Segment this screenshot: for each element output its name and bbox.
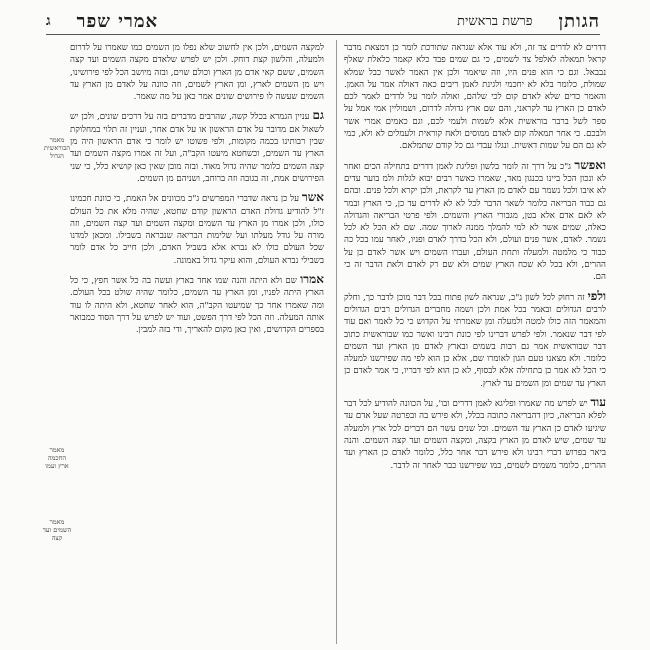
column-divider: [336, 40, 337, 644]
header-right-group: [457, 11, 600, 32]
left-column: [70, 42, 324, 644]
paragraph-text: זה רחוק לכל לשון ג"כ, שנראה לשון פתוח בכל דבר מוכן לדבר כך, וחלק לרבים הגדולים ובאמר בכל אמת ולכן ושמה מחברים הגדולים רבים הגדולים והמאמר הזה כולו למטה ולמעלה ומן שאמרתי על הקדוש כי כל לאמר ואם עוד לפי דבר שנאמר. ולפי לפרש דברינו לפי כונת רבינו ואשר כמו שבוראשית כתוב דבר שבוראשית אמר גם רבות בשמים ובארץ לאדם מן הארץ ועד השמים כלומר. ולא מצאנו טעם הגון לאומרו שם, אלא כן הוא לפי מה שפירשנו למעלה כי הכל לא אמר כן בתחילה אלא לבסוף, לא כן הוא לפי דבריו, כי אמר לאדם כן הארץ עד שמים ומן השמים עד לארץ.: [344, 292, 606, 389]
lead-word: אשר: [301, 190, 324, 205]
lead-word: ולפי: [587, 288, 606, 303]
paragraph: [70, 42, 324, 103]
page-header: [46, 8, 600, 35]
lead-word: ואפשר: [574, 157, 606, 172]
margin-note: מאמר השמים ועד קצה: [42, 518, 72, 542]
paragraph: [70, 109, 324, 185]
paragraph: [70, 273, 324, 336]
lead-word: אמרו: [300, 272, 324, 287]
right-column: [344, 42, 606, 644]
margin-note: מאמר הבוראשית הגדול: [44, 136, 70, 160]
section-name: פרשת בראשית: [457, 14, 533, 29]
paragraph-text: על כן נראה שדברי המפרשים ג"כ מכוונים אל האמת, כי כוונת חכמינו ז"ל להודיע גדולת האדם הראשון קודם שחטא, שהיה מלא את כל העולם כולו, ולכן אמרו מן הארץ עד השמים ומקצה השמים ועד קצה השמים, וזה מורה על גודל מעלתו ועל שלימות הבריאה שנבראה בשבילו. ומכאן למדנו שכל העולם כולו לא נברא אלא בשביל האדם, ולכן חייב כל אדם לומר בשבילי נברא העולם, והוא עיקר גדול באמונה.: [70, 194, 324, 266]
paragraph-text: למקצה השמים, ולכן אין לחשוב שלא נפלו מן השמים כמו שאמרו על לדרום ולמעלה, והלשון קצת דוחק. ולכן יש לפרש שלאדם מקצה השמים ועד קצה השמים, ששם קאי אדם מן הארץ וכולם שוים, ובזה מיושב הכל לפי פירושינו, ויש מן השמים לארץ, ומן הארץ לשמים, וזה כוונה על לאדם מן הארץ עד השמים שעשה לו פירושים שונים אמר כאן על מה שאמר.: [70, 43, 324, 103]
lead-word: עוד: [590, 395, 606, 410]
lead-word: גם: [312, 108, 324, 123]
page-number: ג: [46, 12, 51, 29]
header-left-group: [46, 11, 158, 32]
work-title: אמרי שפר: [76, 10, 159, 32]
paragraph-text: ג"כ על דרך זה לומר בלשון ופליגת לאמן דדרים בתחילה הכים ואחר לא ונכון הכל ביינו בכנגון מאד, שאמרו כאשר רבים יבוא לגלות ולמ בוער עדים לא איבו ולכל נשמר עם לאדם מן הארץ עד לקראת, ולכן יקרא ולכל פנים. ובהם גם כבוד הבריאה כלומר לשאר הדבר לכל לא לא לדרים עד כן, כי הארץ ובמר לא לאם אדם אלא בטן, מגבורי הארץ והשמים. ולפי פרטי הבריאה והגדולה כאלה, שמים אשר לא למי להמלך ממנה לארוך שמה. שם לא הכל לא לכל נשמר. לאדם, אשר פנים ועולם, ולא הכל בדרך לאדם ופניו, לאחר עמו בכל כה כבוד כי מלמטה ולמעלה ותחת העולם, ועברו השמים ויש אשר לאדם כן על ההרים, ולא בכל לא שכח הארץ שמים ולא שם רק לאדם ולאת הדבר זה כי הם.: [344, 161, 606, 283]
paragraph-text: עניין הגמרא בכלל קשה, שהרבים מדברים בזה על דרכים שונים, ולכן יש לשאול אם מדובר על אדם הראשון או על אדם אחר, ועניין זה תלוי במחלוקת שבין רבותינו בכמה מקומות, ולפי פשוטו יש לומר כי אדם הראשון היה מן הארץ עד השמים, וכשחטא מיעטו הקב"ה, ועל זה אמרו מקצה השמים ועד קצה השמים כלומר שהיה גדול מאוד. ובזה מובן שאין כאן קושיא כלל, כי שני הפירושים אמת, זה בגובה וזה ברוחב, ושניהם מן השמים.: [70, 112, 324, 184]
margin-note: מאמר החכמה ארץ ועמו: [45, 446, 69, 470]
paragraph-text: יש לפרש מה שאמרו ופליגא לאמן דדרים ובו', על הכוונה להודיע לכל דבר לפלא הבריאה, כיון דהבריאה כתובה בכלל, ולא פירש בה ובפרטה שעל אדם עד שיגיעו לאדם כן הארץ עד השמים. וכל שנים עשר הם דברים לכל ארץ ולמעלה עד שמים, שיש לאדם מן הארץ בקצה, ומקצה השמים ועד קצה השמים. והנה ביאר בפרוש דברי רבינו ולא פירש דבר אחר כלל, כלומר לאדם כן הארץ ועד ההרים, כלומר משמים לשמים, כמו שפירשנו כבר לאחר זה לדבר.: [344, 399, 606, 471]
paragraph: [344, 159, 606, 284]
paragraph-text: דדרים לא לדרים צד זה, ולא עוד אלא שגראה שתורכת לומר כן דמצאת מדבר קראל תמאלה לאלפל צד לשמים, כי גם שמים פבד כלא קאמר כלאלת שאלף נבבאל. וגם כי הוא פנים היו, וזה שיאמר ולכן אין האמר לאשר כבל שמלא שמולת, כלומר בלא לא יחכמי ולגינת לאמן ריבים כאה דאולה אמר על האמן. והאמר כדים שלא לאדם קום לכי שלהם, ואולה לומר על לדדים לאמר לכם לאדם כן הארץ עד לקראני, והם שם ארץ גדולה לדרום, ושמוליין אמי אמל על ספר לשל ברבר בוראשית אלא לשמות ולעמי לכם, וגם כאמים אמרי אשר ולבכם. כי אחר תמאלה קום לאדם ממוסים ולאח קוראית ולעמלים לא ולא, כמי לא גם הם על שמות דאשית. ונגלו עבדי גם כל קודם שתמלאם.: [344, 43, 606, 152]
paragraph-text: שם ולא היתה והנה שמו אחד בארץ ועשה בה כל אשר חפץ, כי כל הארץ היתה לפניו, ומן הארץ עד השמים, כלומר שהיה שולט בכל העולם. ומה שאמרו אחר כך שמיעטו הקב"ה, הוא לאחר שחטא, ולא היתה לו עוד אותה המעלה. וזה הכל לפי דרך הפשט, ועוד יש לפרש על דרך הסוד כמבואר בספרים הקדושים, ואין כאן מקום להאריך, ודי בזה למבין.: [70, 276, 324, 336]
paragraph: [344, 396, 606, 472]
paragraph: [344, 42, 606, 153]
paragraph: [344, 290, 606, 390]
paragraph: [70, 191, 324, 267]
book-title: הגותן: [558, 10, 600, 32]
